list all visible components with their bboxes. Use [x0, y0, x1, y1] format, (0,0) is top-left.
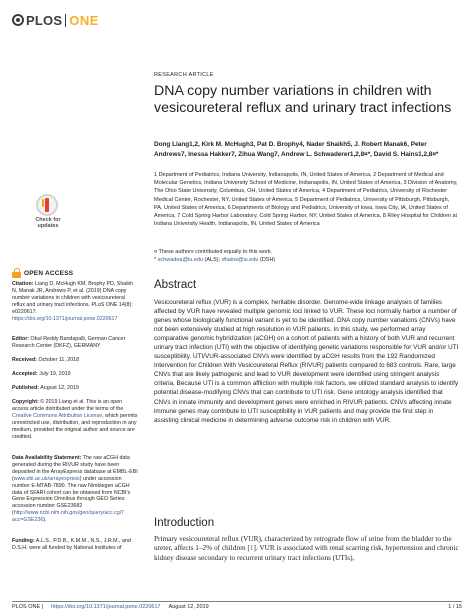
data-availability-block	[12, 455, 138, 524]
contact-mid: (ALS);	[203, 257, 222, 263]
footer-journal-name: PLOS ONE	[12, 604, 41, 610]
equal-contribution-note: ¤ These authors contributed equally to this work.	[154, 249, 273, 255]
geo-link[interactable]: http://www.ncbi.nlm.nih.gov/geo/query/acc.cgi?acc=GSE236	[12, 510, 124, 524]
logo-plos-text: PLOS	[26, 12, 63, 28]
open-lock-icon	[12, 268, 21, 278]
introduction-text	[154, 535, 459, 563]
check-updates-icon-bar-yellow	[42, 199, 44, 207]
footer-page-number: 1 / 15	[448, 604, 462, 610]
editor-text: Obul Reddy Bandapalli, German Cancer Research Center (DKFZ), GERMANY	[12, 336, 126, 349]
introduction-heading: Introduction	[154, 517, 215, 529]
citation-text: Liang D, McHugh KM, Brophy PD, Shaikh N, Manak JR, Andrews P, et al. (2019) DNA copy number variations in children with vesicoureteral reflux and urinary tract infections. PLoS ONE 14(8): e0220617.	[12, 281, 133, 315]
funding-block	[12, 538, 138, 552]
contact-suffix: (DSH)	[258, 257, 276, 263]
received-label: Received:	[12, 357, 38, 363]
article-title: DNA copy number variations in children with vesicoureteral reflux and urinary tract infections	[154, 83, 452, 116]
author-list: Dong Liang1,2, Kirk M. McHugh3, Pat D. Brophy4, Nader Shaikh5, J. Robert Manak6, Peter Andrews7, Inessa Hakker7, Zihua Wang7, Andrew L. Schwaderer1,2,8¤*, David S. Hains1,2,8¤*	[154, 141, 439, 158]
check-for-updates-badge[interactable]	[28, 194, 68, 232]
data-availability-text-1: The raw aCGH data generated during the RIVUR study have been deposited in the ArrayExpress database at EMBL-EBI (	[12, 455, 138, 482]
citation-block	[12, 281, 138, 322]
published-date: August 12, 2019	[39, 385, 79, 391]
data-availability-text-3: ).	[43, 517, 47, 524]
copyright-text-2: , which permits unrestricted use, distribution, and reproduction in any medium, provided the original author and source are credited.	[12, 412, 138, 440]
received-date: October 11, 2018	[37, 357, 80, 363]
page-footer	[12, 604, 462, 610]
intro-text-1: Primary vesicoureteral reflux (VUR), characterized by retrograde flow of urine from the bladder to the ureter, affects 1–2% of children [	[154, 535, 452, 553]
accepted-label: Accepted:	[12, 371, 38, 377]
funding-label: Funding:	[12, 538, 35, 544]
check-updates-label: Check for updates	[35, 217, 61, 229]
received-block	[12, 357, 138, 364]
footer-journal	[12, 604, 43, 610]
intro-text-2: ]. VUR is associated with renal scarring risk, hypertension and chronic kidney disease secondary to recurrent urinary tract infections (UTIs),	[154, 544, 459, 562]
funding-text: A.L.S., P.D.B., K.M.M., N.S., J.R.M., and D.S.H. were all funded by National Institutes of	[12, 538, 131, 551]
accepted-date: July 19, 2019	[37, 371, 71, 377]
copyright-block	[12, 399, 138, 440]
logo-one-text: ONE	[69, 12, 99, 28]
logo-divider	[65, 14, 66, 27]
plos-one-logo[interactable]	[12, 11, 99, 29]
contact-prefix: *	[154, 257, 158, 263]
footer-rule	[12, 601, 462, 602]
arrayexpress-link[interactable]: www.ebi.ac.uk/arrayexpress	[13, 475, 80, 482]
published-label: Published:	[12, 385, 40, 391]
contributions-contact	[154, 248, 459, 264]
contact-line	[154, 256, 459, 264]
copyright-label: Copyright:	[12, 399, 39, 405]
footer-separator: |	[40, 604, 44, 610]
copyright-text-1: © 2019 Liang et al. This is an open access article distributed under the terms of the	[12, 399, 124, 412]
citation-doi-link[interactable]: https://doi.org/10.1371/journal.pone.0220617	[12, 315, 118, 322]
plos-logo-icon	[12, 14, 24, 26]
check-updates-icon-bar-red	[45, 198, 49, 212]
open-access-badge	[12, 268, 73, 278]
footer-doi-link[interactable]: https://doi.org/10.1371/journal.pone.0220617	[51, 604, 161, 610]
email-link-schwaderer[interactable]: schwadea@iu.edu	[157, 257, 204, 263]
accepted-block	[12, 371, 138, 378]
editor-block	[12, 336, 138, 350]
editor-label: Editor:	[12, 336, 30, 342]
creative-commons-link[interactable]: Creative Commons Attribution License	[12, 412, 103, 419]
reference-link-1[interactable]: 1	[249, 544, 254, 553]
open-access-label: OPEN ACCESS	[24, 269, 74, 277]
abstract-heading: Abstract	[154, 279, 197, 291]
footer-date: August 12, 2019	[168, 604, 209, 610]
published-block	[12, 385, 138, 392]
data-availability-text-2: ) under accession number E-MTAB-7890. The raw Nimblegen aCGH data of SFARI cohort can be obtained from NCBI's Gene Expression Omnibus through GEO Series accession number GSE23682 (	[12, 475, 131, 517]
abstract-text: Vesicoureteral reflux (VUR) is a complex, heritable disorder. Genome-wide linkage analyses of families affected by VUR have revealed multiple genomic loci linked to VUR. These loci normally harbor a number of genes whose biologically functional variant is yet to be identified. DNA copy number variations (CNVs) have not been extensively studied at high resolution in VUR patients. In this study, we performed array comparative genomic hybridization (aCGH) on a cohort of patients with a history of both VUR and recurrent urinary tract infection (UTI) with the objective of identifying genetic variations responsible for VUR and/or UTI susceptibility. UTI/VUR-associated CNVs were identified by aCGH results from the 192 Randomized Intervention for Children With Vesicoureteral Reflux (RIVUR) patients compared to 683 controls. Rare, large CNVs that are likely pathogenic and lead to VUR development were identified using stringent analysis criteria. Because UTI is a common affliction with multiple risk factors, we utilized standard analysis to identify potential disease-modifying CNVs that can contribute to UTI risk. Gene ontology analysis identified that CNVs in innate immunity and development genes were enriched in RIVUR patients. CNVs affecting innate immune genes may contribute to UTI susceptibility in VUR patients and may provide the first step in assisting clinical medicine in determining adverse outcome risk in children with VUR.	[154, 299, 459, 424]
article-type-label: RESEARCH ARTICLE	[154, 72, 214, 78]
data-availability-label: Data Availability Statement:	[12, 455, 82, 461]
citation-label: Citation:	[12, 281, 34, 287]
email-link-hains[interactable]: dhains@iu.edu	[221, 257, 259, 263]
affiliations: 1 Department of Pediatrics, Indiana University, Indianapolis, IN, United States of America, 2 Department of Medical and Molecular Genetics, Indiana University School of Medicine, Indianapolis, IN, United States of America, 3 Division of Anatomy, The Ohio State University, Columbus, OH, United States of America, 4 Department of Pediatrics, University of Rochester Medical Center, Rochester, NY, United States of America, 5 Department of Pediatrics, University of Pittsburgh, Pittsburgh, PA, United States of America, 6 Departments of Biology and Pediatrics, University of Iowa, Iowa City, IA, United States of America, 7 Cold Spring Harbor Laboratory, Cold Spring Harbor, NY, United States of America, 8 Riley Hospital for Children at Indiana University Health, Indianapolis, IN, United States of America	[154, 172, 458, 228]
